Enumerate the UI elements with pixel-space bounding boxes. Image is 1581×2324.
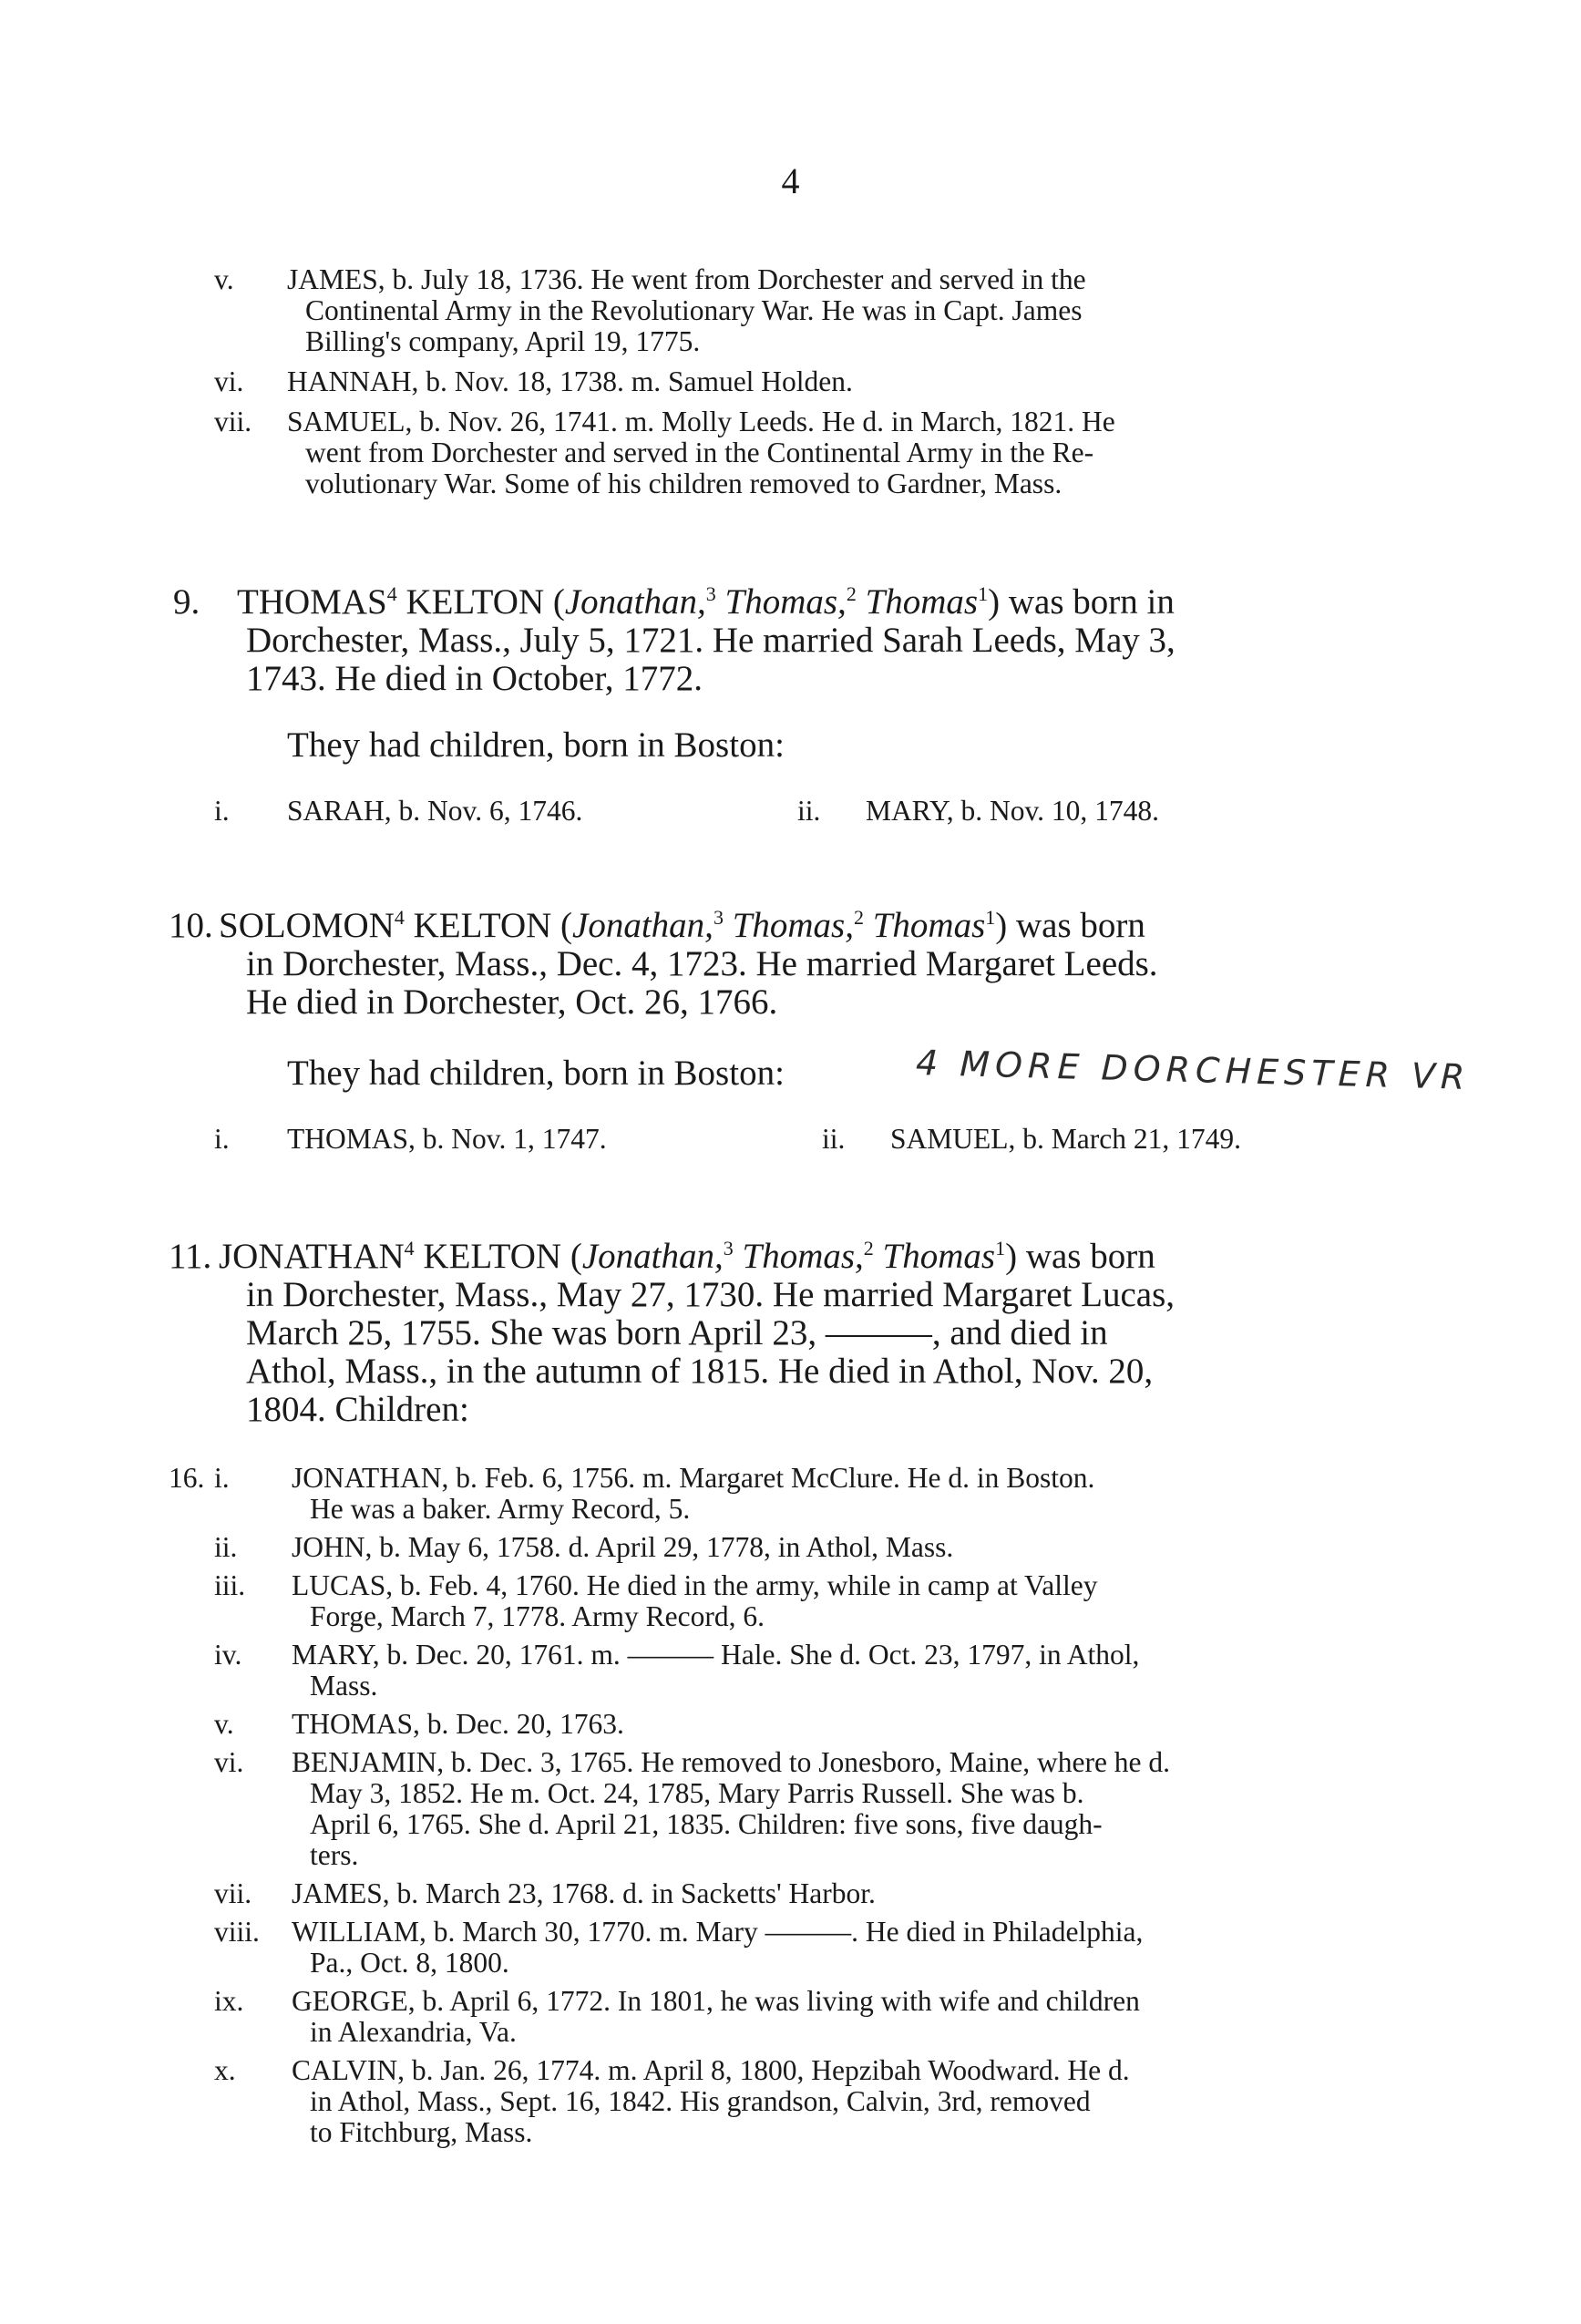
list-item xyxy=(169,1709,1353,1740)
entry-line: SAMUEL, b. Nov. 26, 1741. m. Molly Leeds. He d. in March, 1821. He xyxy=(287,406,1115,437)
child-number: iv. xyxy=(214,1639,242,1671)
list-item xyxy=(169,1640,1353,1702)
ancestor: Thomas, xyxy=(733,1237,864,1276)
children-list xyxy=(169,1463,1353,2155)
child-entry: THOMAS, b. Nov. 1, 1747. xyxy=(287,1123,607,1155)
section-text: in Dorchester, Mass., Dec. 4, 1723. He married Margaret Leeds. xyxy=(246,944,1158,983)
child-line: He was a baker. Army Record, 5. xyxy=(310,1493,691,1525)
children-intro: They had children, born in Boston: xyxy=(287,725,785,765)
child-number: i. xyxy=(214,1462,230,1494)
cross-reference-number: 16. xyxy=(169,1462,205,1494)
child-number: v. xyxy=(214,1708,234,1740)
page-number: 4 xyxy=(781,160,800,201)
entry-line: volutionary War. Some of his children removed to Gardner, Mass. xyxy=(305,468,1063,499)
list-item xyxy=(169,1532,1353,1563)
child-line: in Athol, Mass., Sept. 16, 1842. His grandson, Calvin, 3rd, removed xyxy=(310,2085,1091,2117)
ancestor: Jonathan, xyxy=(572,906,714,945)
entry-number: vii. xyxy=(214,406,252,437)
section-11 xyxy=(169,1238,1353,1429)
children-intro: They had children, born in Boston: xyxy=(287,1054,785,1093)
list-item xyxy=(169,1570,1353,1632)
section-heading xyxy=(169,583,1353,622)
heading-text: ) was born xyxy=(1005,1237,1155,1276)
child-number: x. xyxy=(214,2054,236,2086)
entry-number: vi. xyxy=(214,365,244,397)
generation-mark: 2 xyxy=(853,906,864,929)
section-text: Dorchester, Mass., July 5, 1721. He married Sarah Leeds, May 3, xyxy=(246,621,1175,660)
section-10 xyxy=(169,907,1353,1022)
section-text: 1743. He died in October, 1772. xyxy=(246,659,703,698)
section-text: He died in Dorchester, Oct. 26, 1766. xyxy=(246,982,778,1022)
ancestor: Jonathan, xyxy=(564,582,706,622)
list-item xyxy=(169,1878,1353,1909)
section-9 xyxy=(169,583,1353,698)
ancestor: Thomas, xyxy=(723,906,854,945)
children-row xyxy=(214,795,1353,831)
child-entry: SARAH, b. Nov. 6, 1746. xyxy=(287,795,583,827)
generation-mark: 4 xyxy=(386,582,397,605)
section-text: 1804. Children: xyxy=(246,1390,469,1429)
child-line: JAMES, b. March 23, 1768. d. in Sacketts' Harbor. xyxy=(292,1877,876,1909)
section-text: in Dorchester, Mass., May 27, 1730. He married Margaret Lucas, xyxy=(246,1275,1175,1314)
child-line: THOMAS, b. Dec. 20, 1763. xyxy=(292,1708,624,1740)
heading-text: ) was born xyxy=(995,906,1145,945)
list-item xyxy=(169,2055,1353,2148)
child-number: ii. xyxy=(214,1531,238,1563)
handwritten-note: 4 MORE DORCHESTER VR xyxy=(915,1043,1471,1097)
section-heading xyxy=(169,1238,1353,1276)
child-number: iii. xyxy=(214,1569,246,1601)
ancestor: Thomas xyxy=(856,582,979,622)
section-number: 11. xyxy=(169,1237,212,1276)
list-item xyxy=(169,1986,1353,2048)
entry-line: Continental Army in the Revolutionary War. He was in Capt. James xyxy=(305,294,1083,326)
generation-mark: 1 xyxy=(995,1237,1006,1260)
child-line: May 3, 1852. He m. Oct. 24, 1785, Mary Parris Russell. She was b. xyxy=(310,1777,1084,1809)
section-heading xyxy=(169,907,1353,945)
person-name: THOMAS xyxy=(237,582,387,622)
child-number: viii. xyxy=(214,1916,260,1948)
child-line: JONATHAN, b. Feb. 6, 1756. m. Margaret McClure. He d. in Boston. xyxy=(292,1462,1095,1494)
entry-number: v. xyxy=(214,263,234,295)
generation-mark: 4 xyxy=(404,1237,415,1260)
generation-mark: 2 xyxy=(846,582,857,605)
section-text: March 25, 1755. She was born April 23, ———, and died in xyxy=(246,1313,1108,1352)
surname: KELTON ( xyxy=(404,906,573,945)
section-number: 10. xyxy=(169,906,213,945)
child-number: ii. xyxy=(822,1123,846,1155)
child-line: Forge, March 7, 1778. Army Record, 6. xyxy=(310,1600,765,1632)
generation-mark: 2 xyxy=(863,1237,874,1260)
child-line: MARY, b. Dec. 20, 1761. m. ——— Hale. She d. Oct. 23, 1797, in Athol, xyxy=(292,1639,1140,1671)
list-item xyxy=(214,366,1353,397)
child-line: in Alexandria, Va. xyxy=(310,2016,517,2048)
child-number: i. xyxy=(214,1123,230,1155)
entry-line: HANNAH, b. Nov. 18, 1738. m. Samuel Holden. xyxy=(287,365,853,397)
list-item xyxy=(169,1917,1353,1979)
entry-line: JAMES, b. July 18, 1736. He went from Dorchester and served in the xyxy=(287,263,1086,295)
child-line: ters. xyxy=(310,1839,359,1871)
child-line: CALVIN, b. Jan. 26, 1774. m. April 8, 1800, Hepzibah Woodward. He d. xyxy=(292,2054,1130,2086)
generation-mark: 1 xyxy=(985,906,996,929)
generation-mark: 3 xyxy=(705,582,716,605)
section-number: 9. xyxy=(173,582,200,622)
ancestor: Jonathan, xyxy=(581,1237,724,1276)
generation-mark: 1 xyxy=(978,582,989,605)
person-name: SOLOMON xyxy=(219,906,395,945)
generation-mark: 3 xyxy=(723,1237,734,1260)
surname: KELTON ( xyxy=(396,582,565,622)
generation-mark: 4 xyxy=(394,906,405,929)
child-line: GEORGE, b. April 6, 1772. In 1801, he was living with wife and children xyxy=(292,1985,1140,2017)
child-number: vii. xyxy=(214,1877,252,1909)
entry-line: Billing's company, April 19, 1775. xyxy=(305,325,701,357)
list-item xyxy=(214,264,1353,357)
child-entry: SAMUEL, b. March 21, 1749. xyxy=(890,1123,1241,1155)
child-number: ii. xyxy=(797,795,821,827)
child-number: vi. xyxy=(214,1746,244,1778)
list-item xyxy=(214,406,1353,499)
list-item xyxy=(169,1747,1353,1871)
entry-line: went from Dorchester and served in the Continental Army in the Re- xyxy=(305,437,1094,468)
child-line: BENJAMIN, b. Dec. 3, 1765. He removed to Jonesboro, Maine, where he d. xyxy=(292,1746,1171,1778)
person-name: JONATHAN xyxy=(219,1237,405,1276)
ancestor: Thomas xyxy=(873,1237,996,1276)
child-line: Pa., Oct. 8, 1800. xyxy=(310,1947,509,1979)
child-line: April 6, 1765. She d. April 21, 1835. Children: five sons, five daugh- xyxy=(310,1808,1103,1840)
child-line: LUCAS, b. Feb. 4, 1760. He died in the army, while in camp at Valley xyxy=(292,1569,1098,1601)
child-line: Mass. xyxy=(310,1670,378,1702)
surname: KELTON ( xyxy=(414,1237,582,1276)
child-line: JOHN, b. May 6, 1758. d. April 29, 1778, in Athol, Mass. xyxy=(292,1531,954,1563)
ancestor: Thomas, xyxy=(715,582,847,622)
child-entry: MARY, b. Nov. 10, 1748. xyxy=(866,795,1160,827)
list-item xyxy=(169,1463,1353,1525)
generation-mark: 3 xyxy=(713,906,724,929)
child-line: to Fitchburg, Mass. xyxy=(310,2116,533,2148)
top-entries xyxy=(214,264,1353,499)
child-number: ix. xyxy=(214,1985,244,2017)
section-text: Athol, Mass., in the autumn of 1815. He died in Athol, Nov. 20, xyxy=(246,1352,1154,1391)
ancestor: Thomas xyxy=(863,906,986,945)
child-number: i. xyxy=(214,795,230,827)
children-row xyxy=(214,1123,1353,1159)
child-line: WILLIAM, b. March 30, 1770. m. Mary ———. He died in Philadelphia, xyxy=(292,1916,1144,1948)
heading-text: ) was born in xyxy=(988,582,1175,622)
